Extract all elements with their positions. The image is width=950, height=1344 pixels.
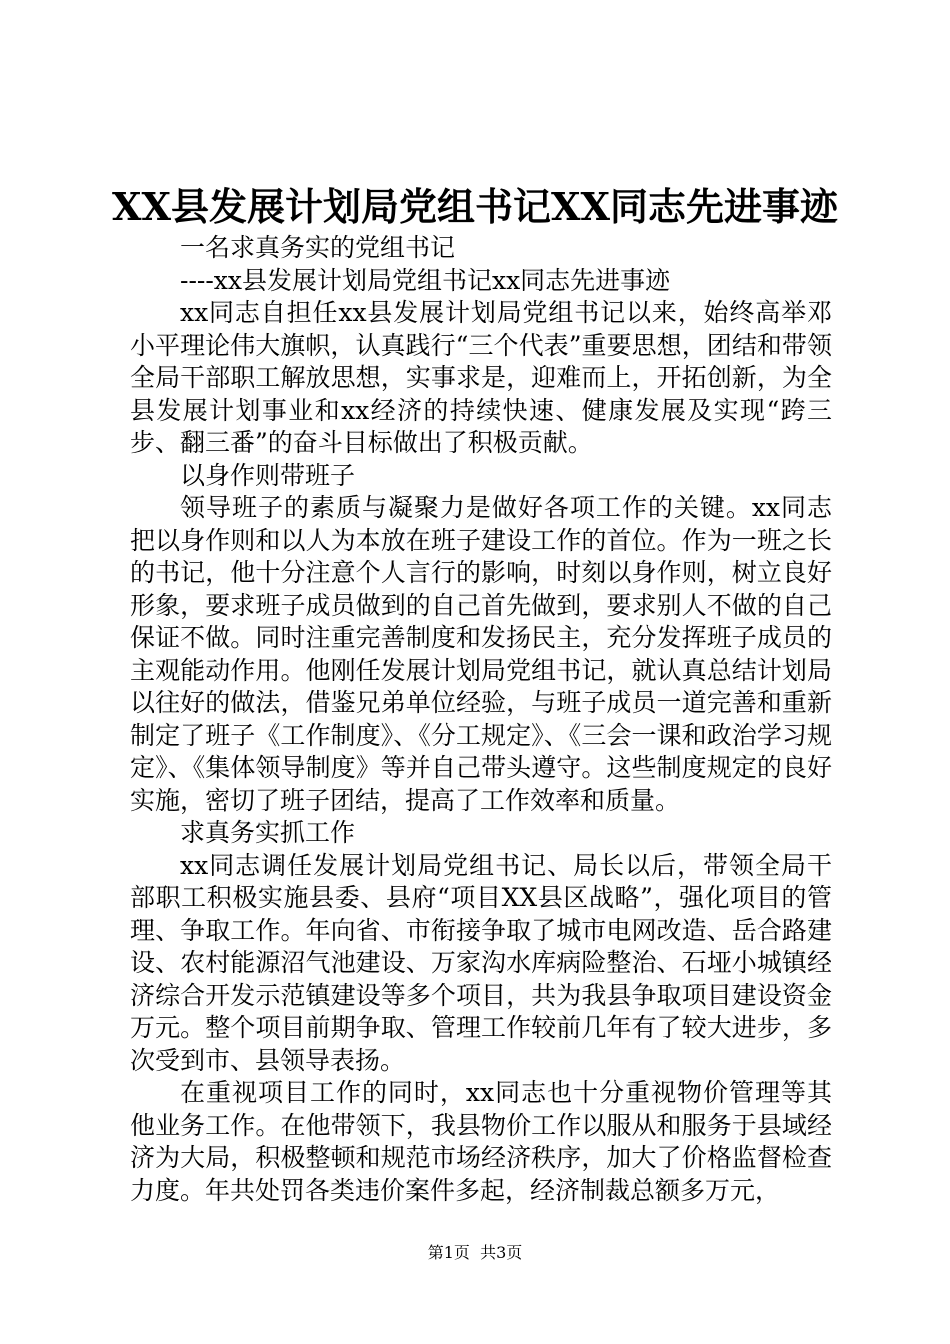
subtitle-source: ----xx县发展计划局党组书记xx同志先进事迹: [180, 265, 671, 295]
document-title: XX县发展计划局党组书记XX同志先进事迹: [112, 184, 838, 229]
section-heading-work: 求真务实抓工作: [180, 818, 356, 847]
section-heading-leadership: 以身作则带班子: [180, 460, 356, 490]
paragraph-leadership: 领导班子的素质与凝聚力是做好各项工作的关键。xx同志把以身作则和以人为本放在班子建设工作的首位。作为一班之长的书记，他十分注意个人言行的影响，时刻以身作则，树立良好形象，要求班子成员做到的自己首先做到，要求别人不做的自己保证不做。同时注重完善制度和发扬民主，充分发挥班子成员的主观能动作用。他刚任发展计划局党组书记，就认真总结计划局以往好的做法，借鉴兄弟单位经验，与班子成员一道完善和重新制定了班子《工作制度》、《分工规定》、《三会一课和政治学习规定》、《集体领导制度》等并自己带头遵守。这些制度规定的良好实施，密切了班子团结，提高了工作效率和质量。: [130, 493, 832, 815]
page-number-footer: 第1页 共3页: [427, 1243, 523, 1262]
paragraph-projects: xx同志调任发展计划局党组书记、局长以后，带领全局干部职工积极实施县委、县府“项目XX县区战略”，强化项目的管理、争取工作。年向省、市衔接争取了城市电网改造、岳合路建设、农村能源沼气池建设、万家沟水库病险整治、石垭小城镇经济综合开发示范镇建设等多个项目，共为我县争取项目建设资金万元。整个项目前期争取、管理工作较前几年有了较大进步，多次受到市、县领导表扬。: [130, 850, 832, 1075]
paragraph-intro: xx同志自担任xx县发展计划局党组书记以来，始终高举邓小平理论伟大旗帜，认真践行“三个代表”重要思想，团结和带领全局干部职工解放思想，实事求是，迎难而上，开拓创新，为全县发展计划事业和xx经济的持续快速、健康发展及实现“跨三步、翻三番”的奋斗目标做出了积极贡献。: [130, 298, 832, 457]
document-body: [130, 232, 832, 1207]
paragraph-prices: 在重视项目工作的同时，xx同志也十分重视物价管理等其他业务工作。在他带领下，我县物价工作以服从和服务于县域经济为大局，积极整顿和规范市场经济秩序，加大了价格监督检查力度。年共处罚各类违价案件多起，经济制裁总额多万元，: [130, 1078, 832, 1205]
subtitle: 一名求真务实的党组书记: [180, 233, 456, 262]
